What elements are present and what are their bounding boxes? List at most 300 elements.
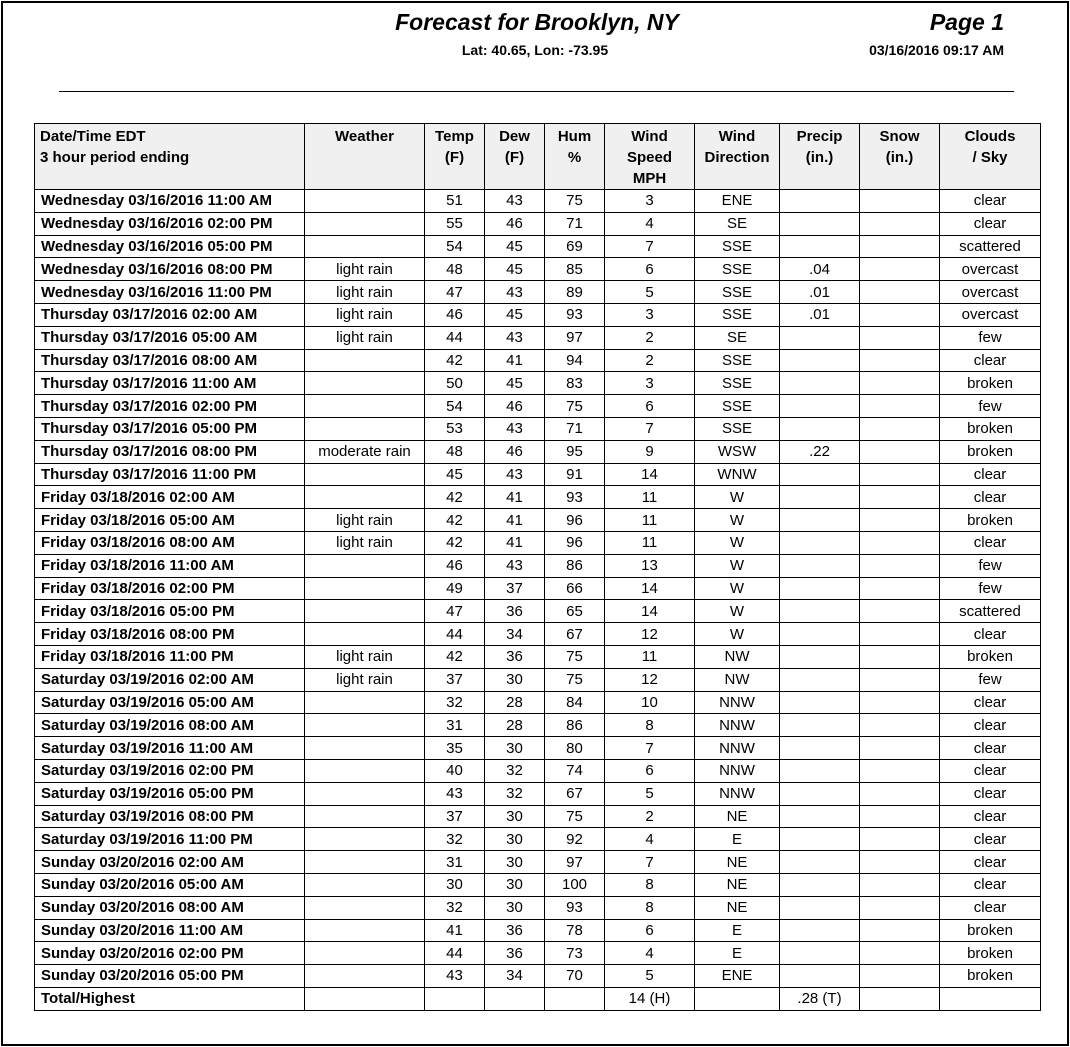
cell-clouds: scattered: [940, 235, 1041, 258]
cell-wind-direction: SE: [695, 326, 780, 349]
cell-clouds: clear: [940, 828, 1041, 851]
cell-date-time: Saturday 03/19/2016 11:00 AM: [35, 737, 305, 760]
cell-wind-direction: SSE: [695, 395, 780, 418]
report-title: Forecast for Brooklyn, NY: [395, 9, 679, 35]
cell-dew: 32: [485, 759, 545, 782]
cell-clouds: broken: [940, 645, 1041, 668]
cell-dew: 41: [485, 349, 545, 372]
cell-clouds: clear: [940, 463, 1041, 486]
issued-date: 03/16/2016 09:17 AM: [869, 42, 1004, 58]
cell-weather: [305, 691, 425, 714]
cell-wind-speed: 12: [605, 668, 695, 691]
column-header-line: (F): [444, 149, 465, 166]
cell-hum: 89: [545, 281, 605, 304]
cell-precip: [780, 851, 860, 874]
cell-temp: 47: [425, 600, 485, 623]
cell-hum: 93: [545, 303, 605, 326]
table-row: [35, 395, 1041, 418]
cell-dew: 41: [485, 486, 545, 509]
cell-hum: 86: [545, 554, 605, 577]
cell-wind-direction: SSE: [695, 303, 780, 326]
cell-precip: .22: [780, 440, 860, 463]
cell-wind-direction: SSE: [695, 281, 780, 304]
cell-hum: 66: [545, 577, 605, 600]
cell-hum: 67: [545, 782, 605, 805]
column-header-snow: [860, 124, 940, 190]
table-row: [35, 509, 1041, 532]
cell-precip: [780, 372, 860, 395]
cell-clouds: clear: [940, 851, 1041, 874]
cell-hum: [545, 987, 605, 1010]
cell-clouds: clear: [940, 691, 1041, 714]
cell-hum: 78: [545, 919, 605, 942]
forecast-table: [34, 123, 1041, 1011]
cell-precip: [780, 417, 860, 440]
cell-wind-direction: E: [695, 942, 780, 965]
cell-snow: [860, 509, 940, 532]
cell-temp: 48: [425, 258, 485, 281]
cell-snow: [860, 919, 940, 942]
cell-wind-direction: E: [695, 828, 780, 851]
cell-precip: [780, 235, 860, 258]
cell-snow: [860, 440, 940, 463]
cell-weather: moderate rain: [305, 440, 425, 463]
table-row: [35, 714, 1041, 737]
cell-wind-speed: 7: [605, 737, 695, 760]
cell-wind-direction: WSW: [695, 440, 780, 463]
cell-temp: 43: [425, 782, 485, 805]
cell-clouds: clear: [940, 782, 1041, 805]
cell-wind-speed: 11: [605, 531, 695, 554]
table-row: [35, 212, 1041, 235]
cell-temp: 45: [425, 463, 485, 486]
cell-date-time: Thursday 03/17/2016 11:00 PM: [35, 463, 305, 486]
cell-precip: [780, 828, 860, 851]
cell-dew: 43: [485, 463, 545, 486]
cell-wind-direction: NW: [695, 645, 780, 668]
cell-weather: light rain: [305, 281, 425, 304]
cell-date-time: Friday 03/18/2016 11:00 PM: [35, 645, 305, 668]
cell-precip: [780, 623, 860, 646]
cell-dew: 43: [485, 326, 545, 349]
table-row: [35, 828, 1041, 851]
cell-date-time: Thursday 03/17/2016 08:00 PM: [35, 440, 305, 463]
table-row: [35, 349, 1041, 372]
cell-wind-direction: NNW: [695, 782, 780, 805]
cell-dew: 30: [485, 896, 545, 919]
cell-dew: 28: [485, 714, 545, 737]
cell-temp: 31: [425, 851, 485, 874]
cell-weather: [305, 851, 425, 874]
cell-snow: [860, 759, 940, 782]
cell-snow: [860, 531, 940, 554]
cell-dew: 34: [485, 623, 545, 646]
cell-clouds: clear: [940, 212, 1041, 235]
cell-date-time: Friday 03/18/2016 11:00 AM: [35, 554, 305, 577]
cell-dew: 46: [485, 440, 545, 463]
cell-temp: 31: [425, 714, 485, 737]
cell-date-time: Wednesday 03/16/2016 02:00 PM: [35, 212, 305, 235]
cell-precip: [780, 896, 860, 919]
column-header-line: 3 hour period ending: [40, 149, 190, 166]
cell-wind-direction: NE: [695, 805, 780, 828]
cell-hum: 67: [545, 623, 605, 646]
table-row: [35, 759, 1041, 782]
cell-temp: 55: [425, 212, 485, 235]
cell-clouds: broken: [940, 440, 1041, 463]
cell-wind-direction: NNW: [695, 737, 780, 760]
cell-snow: [860, 190, 940, 213]
cell-snow: [860, 554, 940, 577]
cell-temp: 53: [425, 417, 485, 440]
cell-wind-speed: 8: [605, 896, 695, 919]
cell-snow: [860, 303, 940, 326]
cell-date-time: Thursday 03/17/2016 11:00 AM: [35, 372, 305, 395]
cell-wind-direction: SSE: [695, 235, 780, 258]
cell-clouds: broken: [940, 417, 1041, 440]
cell-date-time: Saturday 03/19/2016 02:00 AM: [35, 668, 305, 691]
cell-date-time: Friday 03/18/2016 02:00 AM: [35, 486, 305, 509]
table-row: [35, 417, 1041, 440]
cell-dew: 46: [485, 395, 545, 418]
column-header-line: Snow: [879, 128, 920, 145]
cell-wind-direction: E: [695, 919, 780, 942]
cell-weather: [305, 873, 425, 896]
cell-precip: [780, 942, 860, 965]
cell-weather: [305, 577, 425, 600]
cell-hum: 94: [545, 349, 605, 372]
table-row: [35, 623, 1041, 646]
cell-dew: 45: [485, 303, 545, 326]
cell-snow: [860, 782, 940, 805]
cell-wind-speed: 3: [605, 190, 695, 213]
cell-wind-speed: 7: [605, 851, 695, 874]
cell-weather: [305, 395, 425, 418]
cell-snow: [860, 486, 940, 509]
table-row: [35, 554, 1041, 577]
cell-clouds: few: [940, 577, 1041, 600]
cell-wind-direction: NNW: [695, 714, 780, 737]
cell-date-time: Friday 03/18/2016 08:00 PM: [35, 623, 305, 646]
table-row: [35, 737, 1041, 760]
cell-weather: [305, 623, 425, 646]
cell-wind-speed: 11: [605, 486, 695, 509]
cell-temp: 32: [425, 691, 485, 714]
column-header-clouds: [940, 124, 1041, 190]
cell-weather: [305, 805, 425, 828]
cell-hum: 75: [545, 805, 605, 828]
table-row: [35, 668, 1041, 691]
cell-precip: [780, 759, 860, 782]
cell-date-time: Sunday 03/20/2016 05:00 AM: [35, 873, 305, 896]
cell-hum: 96: [545, 509, 605, 532]
cell-weather: [305, 235, 425, 258]
column-header-line: Dew: [499, 128, 530, 145]
table-row: [35, 235, 1041, 258]
cell-weather: [305, 782, 425, 805]
column-header-line: MPH: [632, 170, 667, 187]
cell-hum: 92: [545, 828, 605, 851]
table-row: [35, 919, 1041, 942]
cell-precip: [780, 873, 860, 896]
column-header-wind-direction: [695, 124, 780, 190]
cell-wind-direction: W: [695, 486, 780, 509]
cell-temp: 37: [425, 668, 485, 691]
cell-wind-direction: ENE: [695, 190, 780, 213]
cell-snow: [860, 326, 940, 349]
cell-wind-speed: 9: [605, 440, 695, 463]
table-row: [35, 372, 1041, 395]
cell-wind-direction: W: [695, 577, 780, 600]
table-row: [35, 281, 1041, 304]
cell-date-time: Sunday 03/20/2016 02:00 PM: [35, 942, 305, 965]
cell-precip: [780, 395, 860, 418]
column-header-date-time: [35, 124, 305, 190]
cell-snow: [860, 873, 940, 896]
cell-hum: 100: [545, 873, 605, 896]
cell-temp: 51: [425, 190, 485, 213]
cell-dew: 34: [485, 965, 545, 988]
cell-temp: 32: [425, 896, 485, 919]
cell-snow: [860, 805, 940, 828]
cell-dew: 28: [485, 691, 545, 714]
cell-precip: [780, 714, 860, 737]
cell-dew: [485, 987, 545, 1010]
cell-wind-speed: 5: [605, 281, 695, 304]
cell-snow: [860, 851, 940, 874]
cell-wind-speed: 7: [605, 417, 695, 440]
cell-clouds: scattered: [940, 600, 1041, 623]
cell-dew: 46: [485, 212, 545, 235]
table-row: [35, 258, 1041, 281]
cell-wind-speed: 11: [605, 509, 695, 532]
cell-wind-direction: SSE: [695, 372, 780, 395]
cell-weather: [305, 759, 425, 782]
cell-hum: 85: [545, 258, 605, 281]
cell-precip: [780, 531, 860, 554]
cell-snow: [860, 828, 940, 851]
cell-precip: [780, 668, 860, 691]
cell-date-time: Thursday 03/17/2016 02:00 PM: [35, 395, 305, 418]
cell-wind-speed: 12: [605, 623, 695, 646]
column-header-line: Weather: [335, 128, 394, 145]
cell-wind-direction: WNW: [695, 463, 780, 486]
cell-wind-speed: 7: [605, 235, 695, 258]
table-row: [35, 440, 1041, 463]
cell-hum: 86: [545, 714, 605, 737]
cell-clouds: few: [940, 326, 1041, 349]
cell-date-time: Saturday 03/19/2016 08:00 PM: [35, 805, 305, 828]
lat-lon: Lat: 40.65, Lon: -73.95: [461, 42, 609, 58]
cell-precip: [780, 691, 860, 714]
cell-date-time: Friday 03/18/2016 08:00 AM: [35, 531, 305, 554]
table-row: [35, 645, 1041, 668]
cell-snow: [860, 372, 940, 395]
cell-wind-speed: 2: [605, 349, 695, 372]
cell-date-time: Wednesday 03/16/2016 08:00 PM: [35, 258, 305, 281]
cell-snow: [860, 235, 940, 258]
cell-snow: [860, 395, 940, 418]
cell-hum: 80: [545, 737, 605, 760]
cell-precip: [780, 190, 860, 213]
cell-hum: 96: [545, 531, 605, 554]
table-row: [35, 600, 1041, 623]
cell-date-time: Sunday 03/20/2016 08:00 AM: [35, 896, 305, 919]
column-header-line: Temp: [435, 128, 474, 145]
table-row: [35, 531, 1041, 554]
cell-snow: [860, 965, 940, 988]
cell-weather: light rain: [305, 531, 425, 554]
cell-hum: 75: [545, 395, 605, 418]
cell-clouds: broken: [940, 919, 1041, 942]
table-row: [35, 691, 1041, 714]
cell-hum: 93: [545, 486, 605, 509]
cell-wind-speed: 5: [605, 965, 695, 988]
cell-snow: [860, 600, 940, 623]
cell-clouds: clear: [940, 349, 1041, 372]
cell-hum: 97: [545, 851, 605, 874]
cell-wind-speed: 6: [605, 759, 695, 782]
cell-hum: 83: [545, 372, 605, 395]
cell-date-time: Friday 03/18/2016 05:00 AM: [35, 509, 305, 532]
cell-snow: [860, 942, 940, 965]
cell-precip: [780, 919, 860, 942]
cell-snow: [860, 645, 940, 668]
cell-weather: [305, 965, 425, 988]
cell-date-time: Sunday 03/20/2016 11:00 AM: [35, 919, 305, 942]
table-row: [35, 873, 1041, 896]
cell-temp: 42: [425, 645, 485, 668]
cell-hum: 97: [545, 326, 605, 349]
cell-wind-direction: W: [695, 600, 780, 623]
table-row: [35, 190, 1041, 213]
column-header-line: Date/Time EDT: [40, 128, 146, 145]
cell-wind-speed: 8: [605, 714, 695, 737]
cell-wind-speed: 2: [605, 326, 695, 349]
cell-wind-direction: NNW: [695, 691, 780, 714]
cell-hum: 74: [545, 759, 605, 782]
cell-clouds: clear: [940, 486, 1041, 509]
cell-date-time: Sunday 03/20/2016 05:00 PM: [35, 965, 305, 988]
cell-wind-speed: 4: [605, 942, 695, 965]
cell-hum: 70: [545, 965, 605, 988]
cell-temp: 37: [425, 805, 485, 828]
cell-dew: 36: [485, 919, 545, 942]
cell-hum: 71: [545, 212, 605, 235]
cell-snow: [860, 417, 940, 440]
cell-weather: [305, 896, 425, 919]
cell-wind-speed: 14: [605, 577, 695, 600]
cell-wind-speed: 3: [605, 372, 695, 395]
cell-dew: 43: [485, 417, 545, 440]
cell-clouds: clear: [940, 896, 1041, 919]
cell-clouds: overcast: [940, 303, 1041, 326]
column-header-line: %: [567, 149, 582, 166]
total-row: [35, 987, 1041, 1010]
cell-dew: 45: [485, 372, 545, 395]
column-header-precip: [780, 124, 860, 190]
cell-wind-direction: SSE: [695, 258, 780, 281]
cell-snow: [860, 896, 940, 919]
cell-temp: 41: [425, 919, 485, 942]
table-row: [35, 896, 1041, 919]
table-body: [35, 190, 1041, 1011]
cell-wind-speed: 13: [605, 554, 695, 577]
cell-hum: 65: [545, 600, 605, 623]
cell-wind-direction: W: [695, 623, 780, 646]
column-header-line: Wind: [718, 128, 756, 145]
cell-dew: 41: [485, 509, 545, 532]
cell-weather: [305, 554, 425, 577]
cell-precip: [780, 212, 860, 235]
cell-precip: [780, 782, 860, 805]
cell-weather: [305, 463, 425, 486]
cell-snow: [860, 668, 940, 691]
cell-wind-direction: SSE: [695, 349, 780, 372]
cell-weather: [305, 212, 425, 235]
cell-weather: [305, 987, 425, 1010]
cell-clouds: overcast: [940, 258, 1041, 281]
cell-clouds: clear: [940, 759, 1041, 782]
cell-date-time: Saturday 03/19/2016 11:00 PM: [35, 828, 305, 851]
cell-wind-direction: NE: [695, 851, 780, 874]
cell-weather: [305, 714, 425, 737]
cell-precip: .28 (T): [780, 987, 860, 1010]
cell-clouds: clear: [940, 873, 1041, 896]
column-header-hum: [545, 124, 605, 190]
cell-precip: .04: [780, 258, 860, 281]
cell-weather: light rain: [305, 645, 425, 668]
cell-date-time: Wednesday 03/16/2016 11:00 PM: [35, 281, 305, 304]
cell-dew: 37: [485, 577, 545, 600]
cell-dew: 30: [485, 805, 545, 828]
cell-hum: 84: [545, 691, 605, 714]
cell-dew: 45: [485, 235, 545, 258]
cell-date-time: Friday 03/18/2016 02:00 PM: [35, 577, 305, 600]
cell-dew: 36: [485, 645, 545, 668]
cell-precip: [780, 737, 860, 760]
cell-wind-direction: W: [695, 509, 780, 532]
cell-dew: 41: [485, 531, 545, 554]
cell-clouds: broken: [940, 372, 1041, 395]
cell-snow: [860, 987, 940, 1010]
cell-dew: 36: [485, 942, 545, 965]
cell-temp: 44: [425, 326, 485, 349]
cell-weather: light rain: [305, 509, 425, 532]
column-header-line: Precip: [796, 128, 843, 145]
cell-wind-speed: 14: [605, 463, 695, 486]
cell-snow: [860, 737, 940, 760]
column-header-line: (in.): [885, 149, 914, 166]
cell-precip: [780, 577, 860, 600]
cell-wind-direction: ENE: [695, 965, 780, 988]
cell-clouds: [940, 987, 1041, 1010]
cell-precip: [780, 645, 860, 668]
cell-dew: 32: [485, 782, 545, 805]
cell-temp: 46: [425, 303, 485, 326]
cell-snow: [860, 577, 940, 600]
cell-date-time: Saturday 03/19/2016 08:00 AM: [35, 714, 305, 737]
cell-temp: 44: [425, 623, 485, 646]
cell-precip: [780, 486, 860, 509]
cell-clouds: clear: [940, 737, 1041, 760]
cell-precip: .01: [780, 281, 860, 304]
cell-wind-speed: 2: [605, 805, 695, 828]
cell-date-time: Thursday 03/17/2016 05:00 PM: [35, 417, 305, 440]
cell-dew: 43: [485, 190, 545, 213]
column-header-temp: [425, 124, 485, 190]
cell-temp: 42: [425, 531, 485, 554]
